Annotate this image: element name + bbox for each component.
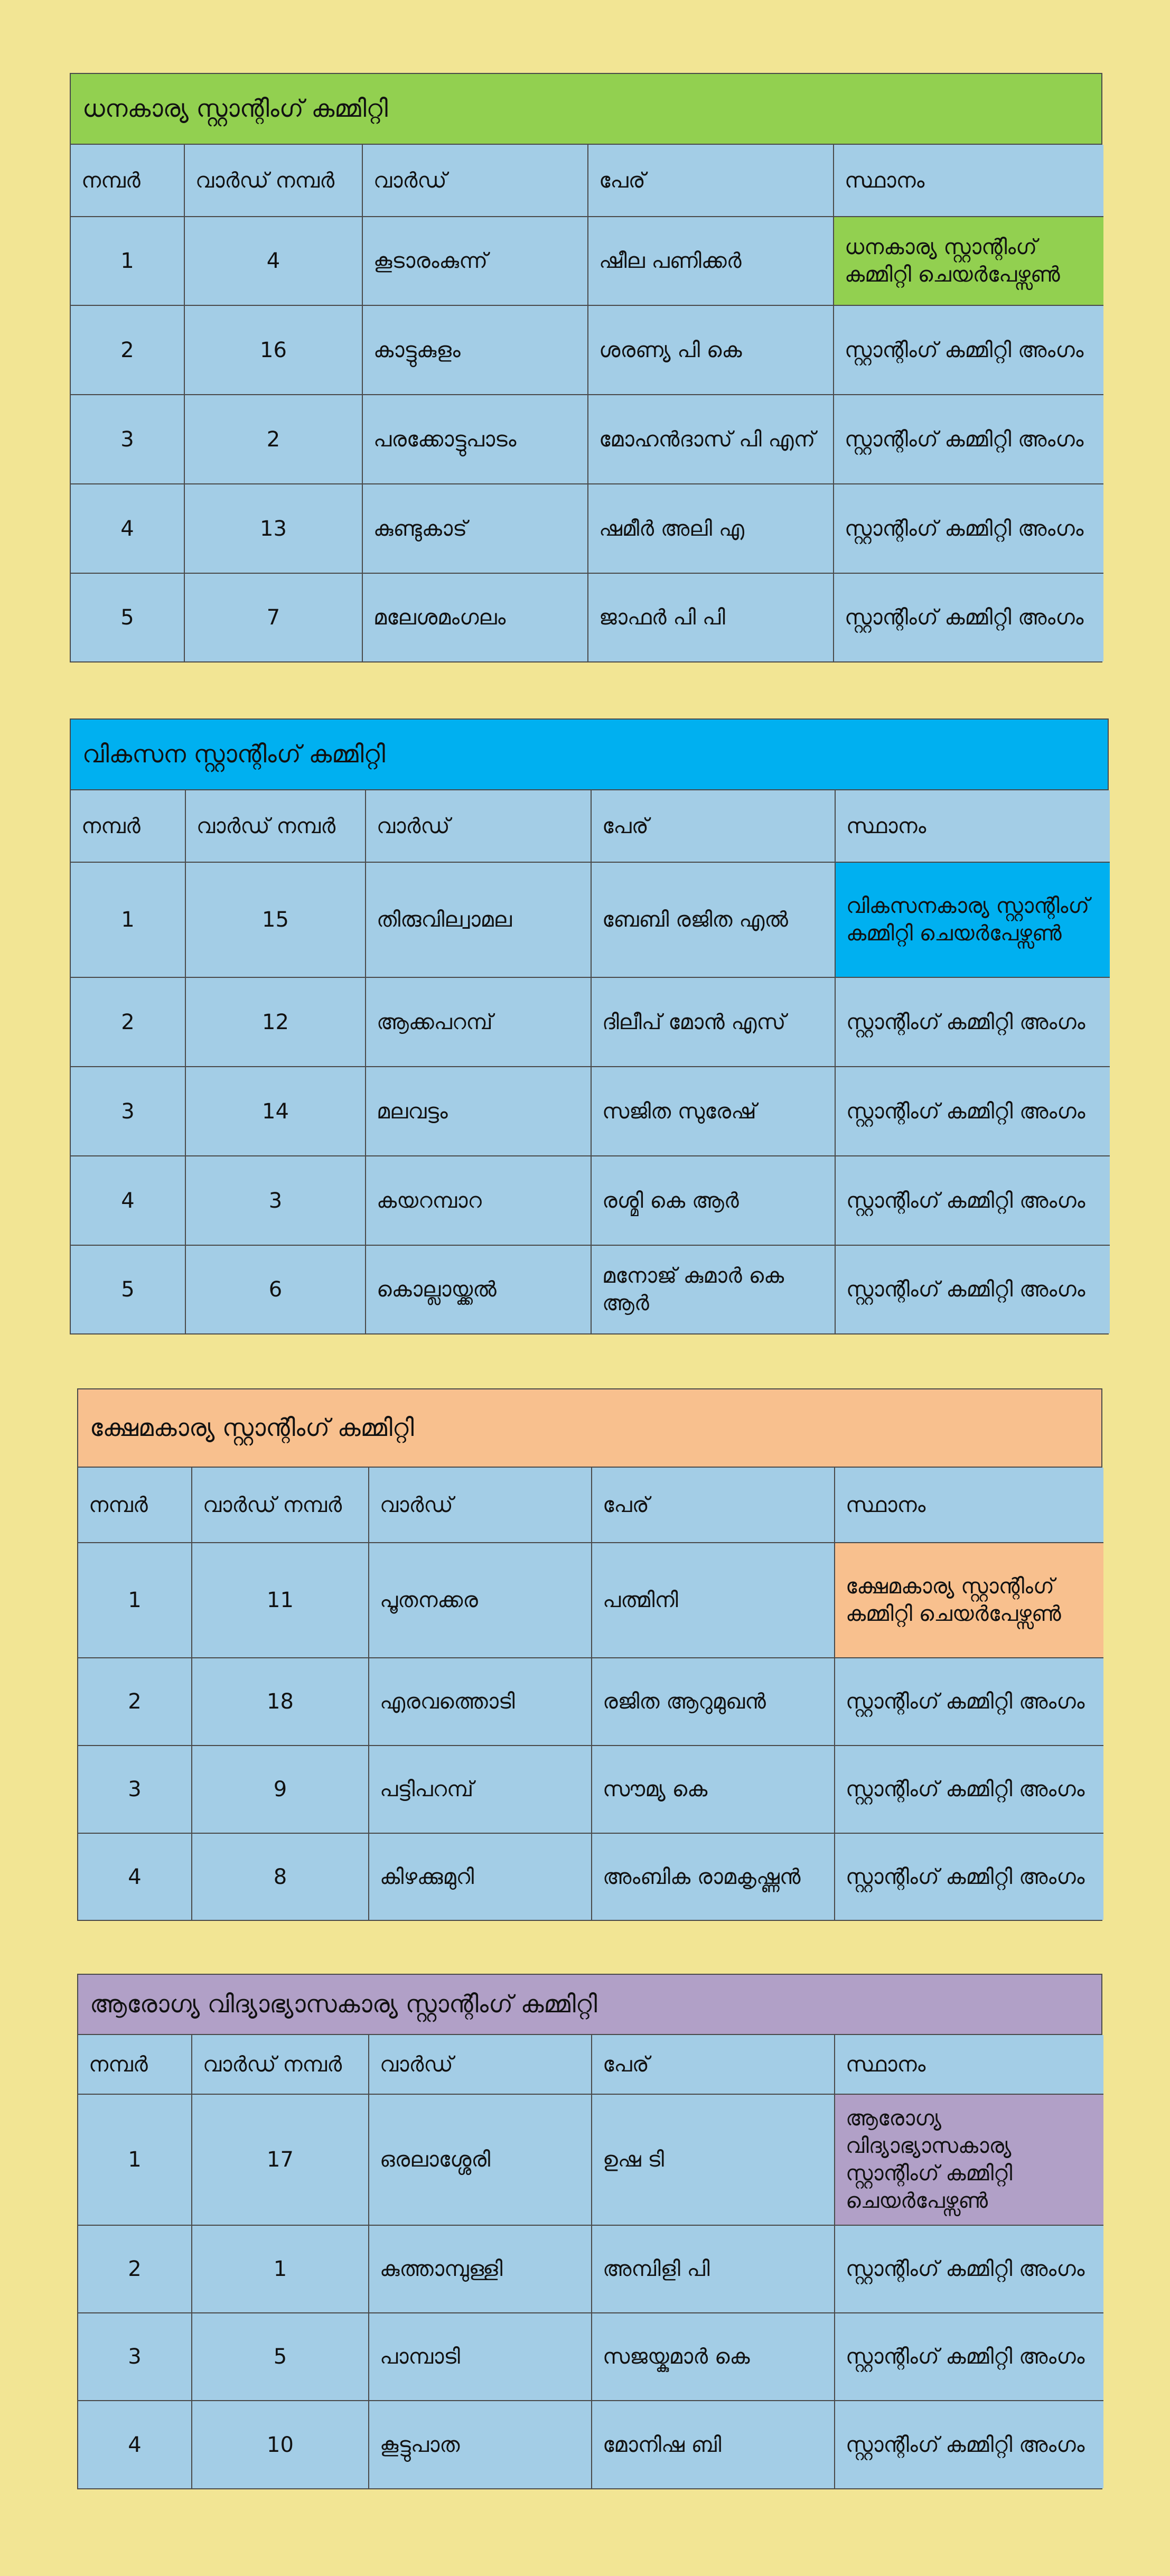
cell-ward: മലേശമംഗലം bbox=[362, 573, 588, 661]
cell-position: സ്റ്റാന്റിംഗ് കമ്മിറ്റി അംഗം bbox=[835, 2313, 1103, 2401]
cell-number: 2 bbox=[78, 1658, 192, 1746]
cell-position: സ്റ്റാന്റിംഗ് കമ്മിറ്റി അംഗം bbox=[835, 977, 1110, 1067]
cell-position-chairperson: ധനകാര്യ സ്റ്റാന്റിംഗ് കമ്മിറ്റി ചെയർപേഴ്സൺ bbox=[834, 217, 1103, 305]
cell-ward-number: 4 bbox=[184, 217, 362, 305]
cell-ward-number: 9 bbox=[192, 1746, 369, 1833]
cell-ward: കയറമ്പാറ bbox=[366, 1156, 591, 1245]
cell-name: മോനിഷ ബി bbox=[592, 2401, 835, 2488]
header-name: പേര് bbox=[592, 2035, 835, 2094]
header-ward-number: വാർഡ് നമ്പർ bbox=[184, 145, 362, 217]
committee-title: ആരോഗ്യ വിദ്യാഭ്യാസകാര്യ സ്റ്റാന്റിംഗ് കമ്മിറ്റി bbox=[78, 1975, 1101, 2035]
health-education-committee-table bbox=[77, 1974, 1102, 2489]
table-row bbox=[71, 305, 1103, 395]
cell-ward-number: 3 bbox=[185, 1156, 366, 1245]
cell-number: 4 bbox=[71, 1156, 185, 1245]
cell-ward-number: 11 bbox=[192, 1543, 369, 1658]
cell-name: മനോജ് കുമാർ കെ ആർ bbox=[591, 1245, 835, 1333]
cell-name: രശ്മി കെ ആർ bbox=[591, 1156, 835, 1245]
table-header-row bbox=[71, 145, 1103, 217]
committee-members-table bbox=[78, 1468, 1103, 1920]
cell-number: 5 bbox=[71, 573, 184, 661]
cell-ward: പൂതനക്കര bbox=[369, 1543, 592, 1658]
cell-position: സ്റ്റാന്റിംഗ് കമ്മിറ്റി അംഗം bbox=[834, 305, 1103, 395]
cell-ward-number: 8 bbox=[192, 1833, 369, 1920]
cell-name: ഷീല പണിക്കർ bbox=[588, 217, 834, 305]
cell-ward: തിരുവില്വാമല bbox=[366, 862, 591, 977]
cell-ward-number: 5 bbox=[192, 2313, 369, 2401]
cell-number: 4 bbox=[71, 484, 184, 573]
cell-position-chairperson: ക്ഷേമകാര്യ സ്റ്റാന്റിംഗ് കമ്മിറ്റി ചെയർപേഴ്സൺ bbox=[835, 1543, 1103, 1658]
cell-number: 2 bbox=[71, 305, 184, 395]
cell-ward: കാട്ടുകുളം bbox=[362, 305, 588, 395]
header-ward: വാർഡ് bbox=[362, 145, 588, 217]
header-ward-number: വാർഡ് നമ്പർ bbox=[192, 2035, 369, 2094]
cell-ward-number: 6 bbox=[185, 1245, 366, 1333]
cell-ward: പട്ടിപറമ്പ് bbox=[369, 1746, 592, 1833]
cell-name: പത്മിനി bbox=[592, 1543, 835, 1658]
cell-ward-number: 1 bbox=[192, 2225, 369, 2313]
table-row bbox=[78, 2225, 1103, 2313]
cell-number: 2 bbox=[78, 2225, 192, 2313]
cell-number: 3 bbox=[78, 1746, 192, 1833]
table-row bbox=[71, 217, 1103, 305]
table-row bbox=[78, 2094, 1103, 2225]
table-row bbox=[78, 1543, 1103, 1658]
cell-position: സ്റ്റാന്റിംഗ് കമ്മിറ്റി അംഗം bbox=[835, 1658, 1103, 1746]
cell-position: സ്റ്റാന്റിംഗ് കമ്മിറ്റി അംഗം bbox=[835, 2225, 1103, 2313]
cell-number: 5 bbox=[71, 1245, 185, 1333]
cell-position-chairperson: വികസനകാര്യ സ്റ്റാന്റിംഗ് കമ്മിറ്റി ചെയർപേഴ്സൺ bbox=[835, 862, 1110, 977]
cell-ward: മലവട്ടം bbox=[366, 1067, 591, 1156]
header-number: നമ്പർ bbox=[71, 145, 184, 217]
cell-ward-number: 12 bbox=[185, 977, 366, 1067]
cell-ward: എരവത്തൊടി bbox=[369, 1658, 592, 1746]
table-row bbox=[71, 977, 1110, 1067]
header-position: സ്ഥാനം bbox=[835, 790, 1110, 862]
cell-position: സ്റ്റാന്റിംഗ് കമ്മിറ്റി അംഗം bbox=[835, 1833, 1103, 1920]
cell-name: ജാഫർ പി പി bbox=[588, 573, 834, 661]
cell-position: സ്റ്റാന്റിംഗ് കമ്മിറ്റി അംഗം bbox=[835, 2401, 1103, 2488]
header-ward: വാർഡ് bbox=[369, 1468, 592, 1543]
cell-number: 4 bbox=[78, 1833, 192, 1920]
cell-ward-number: 7 bbox=[184, 573, 362, 661]
table-row bbox=[71, 862, 1110, 977]
table-header-row bbox=[78, 2035, 1103, 2094]
table-row bbox=[71, 1245, 1110, 1333]
committee-title: ക്ഷേമകാര്യ സ്റ്റാന്റിംഗ് കമ്മിറ്റി bbox=[78, 1389, 1101, 1468]
cell-name: ബേബി രജിത എൽ bbox=[591, 862, 835, 977]
finance-committee-table bbox=[70, 73, 1102, 662]
welfare-committee-table bbox=[77, 1388, 1102, 1921]
cell-ward: പാമ്പാടി bbox=[369, 2313, 592, 2401]
cell-name: രജിത ആറുമുഖൻ bbox=[592, 1658, 835, 1746]
header-position: സ്ഥാനം bbox=[835, 1468, 1103, 1543]
cell-name: ദിലീപ് മോൻ എസ് bbox=[591, 977, 835, 1067]
cell-position: സ്റ്റാന്റിംഗ് കമ്മിറ്റി അംഗം bbox=[835, 1746, 1103, 1833]
cell-number: 1 bbox=[78, 2094, 192, 2225]
cell-ward-number: 14 bbox=[185, 1067, 366, 1156]
cell-name: ഉഷ ടി bbox=[592, 2094, 835, 2225]
cell-number: 3 bbox=[71, 1067, 185, 1156]
committee-members-table bbox=[71, 145, 1103, 661]
cell-name: സൗമ്യ കെ bbox=[592, 1746, 835, 1833]
table-row bbox=[78, 2313, 1103, 2401]
cell-ward-number: 17 bbox=[192, 2094, 369, 2225]
cell-number: 4 bbox=[78, 2401, 192, 2488]
table-row bbox=[78, 1658, 1103, 1746]
cell-ward: കിഴക്കുമുറി bbox=[369, 1833, 592, 1920]
header-number: നമ്പർ bbox=[78, 2035, 192, 2094]
cell-name: ശരണ്യ പി കെ bbox=[588, 305, 834, 395]
committee-members-table bbox=[71, 790, 1110, 1333]
development-committee-table bbox=[70, 718, 1109, 1334]
table-row bbox=[71, 1156, 1110, 1245]
cell-ward: പരക്കോട്ടുപാടം bbox=[362, 395, 588, 484]
header-number: നമ്പർ bbox=[71, 790, 185, 862]
header-position: സ്ഥാനം bbox=[834, 145, 1103, 217]
committee-title: ധനകാര്യ സ്റ്റാന്റിംഗ് കമ്മിറ്റി bbox=[71, 74, 1101, 145]
cell-name: അമ്പിളി പി bbox=[592, 2225, 835, 2313]
cell-ward: കൂട്ടുപാത bbox=[369, 2401, 592, 2488]
cell-name: ഷമീർ അലി എ bbox=[588, 484, 834, 573]
table-row bbox=[71, 484, 1103, 573]
table-row bbox=[71, 395, 1103, 484]
table-header-row bbox=[78, 1468, 1103, 1543]
cell-ward-number: 15 bbox=[185, 862, 366, 977]
header-position: സ്ഥാനം bbox=[835, 2035, 1103, 2094]
cell-name: സജയ്കുമാർ കെ bbox=[592, 2313, 835, 2401]
cell-number: 3 bbox=[78, 2313, 192, 2401]
header-number: നമ്പർ bbox=[78, 1468, 192, 1543]
cell-ward: കുണ്ടുകാട് bbox=[362, 484, 588, 573]
cell-number: 1 bbox=[71, 217, 184, 305]
header-ward: വാർഡ് bbox=[369, 2035, 592, 2094]
table-row bbox=[71, 573, 1103, 661]
committee-title: വികസന സ്റ്റാന്റിംഗ് കമ്മിറ്റി bbox=[71, 720, 1108, 790]
cell-position: സ്റ്റാന്റിംഗ് കമ്മിറ്റി അംഗം bbox=[834, 484, 1103, 573]
cell-ward-number: 13 bbox=[184, 484, 362, 573]
table-row bbox=[71, 1067, 1110, 1156]
cell-name: സജിത സുരേഷ് bbox=[591, 1067, 835, 1156]
cell-position: സ്റ്റാന്റിംഗ് കമ്മിറ്റി അംഗം bbox=[835, 1156, 1110, 1245]
cell-name: മോഹൻദാസ് പി എന് bbox=[588, 395, 834, 484]
header-name: പേര് bbox=[592, 1468, 835, 1543]
cell-position: സ്റ്റാന്റിംഗ് കമ്മിറ്റി അംഗം bbox=[835, 1245, 1110, 1333]
cell-number: 1 bbox=[78, 1543, 192, 1658]
cell-ward-number: 2 bbox=[184, 395, 362, 484]
cell-ward-number: 10 bbox=[192, 2401, 369, 2488]
cell-ward: കൂടാരംകുന്ന് bbox=[362, 217, 588, 305]
cell-ward: ആക്കപറമ്പ് bbox=[366, 977, 591, 1067]
cell-number: 1 bbox=[71, 862, 185, 977]
header-ward-number: വാർഡ് നമ്പർ bbox=[185, 790, 366, 862]
cell-position: സ്റ്റാന്റിംഗ് കമ്മിറ്റി അംഗം bbox=[834, 573, 1103, 661]
cell-number: 3 bbox=[71, 395, 184, 484]
cell-ward: ഒരലാശ്ശേരി bbox=[369, 2094, 592, 2225]
cell-position: സ്റ്റാന്റിംഗ് കമ്മിറ്റി അംഗം bbox=[835, 1067, 1110, 1156]
table-row bbox=[78, 1746, 1103, 1833]
cell-number: 2 bbox=[71, 977, 185, 1067]
header-name: പേര് bbox=[588, 145, 834, 217]
table-header-row bbox=[71, 790, 1110, 862]
cell-position: സ്റ്റാന്റിംഗ് കമ്മിറ്റി അംഗം bbox=[834, 395, 1103, 484]
cell-ward: കൊല്ലായ്ക്കൽ bbox=[366, 1245, 591, 1333]
cell-name: അംബിക രാമകൃഷ്ണൻ bbox=[592, 1833, 835, 1920]
cell-ward-number: 18 bbox=[192, 1658, 369, 1746]
header-name: പേര് bbox=[591, 790, 835, 862]
table-row bbox=[78, 1833, 1103, 1920]
cell-ward-number: 16 bbox=[184, 305, 362, 395]
cell-ward: കുത്താമ്പുള്ളി bbox=[369, 2225, 592, 2313]
cell-position-chairperson: ആരോഗ്യ വിദ്യാഭ്യാസകാര്യ സ്റ്റാന്റിംഗ് കമ്മിറ്റി ചെയർപേഴ്സൺ bbox=[835, 2094, 1103, 2225]
header-ward-number: വാർഡ് നമ്പർ bbox=[192, 1468, 369, 1543]
header-ward: വാർഡ് bbox=[366, 790, 591, 862]
committee-members-table bbox=[78, 2035, 1103, 2488]
table-row bbox=[78, 2401, 1103, 2488]
